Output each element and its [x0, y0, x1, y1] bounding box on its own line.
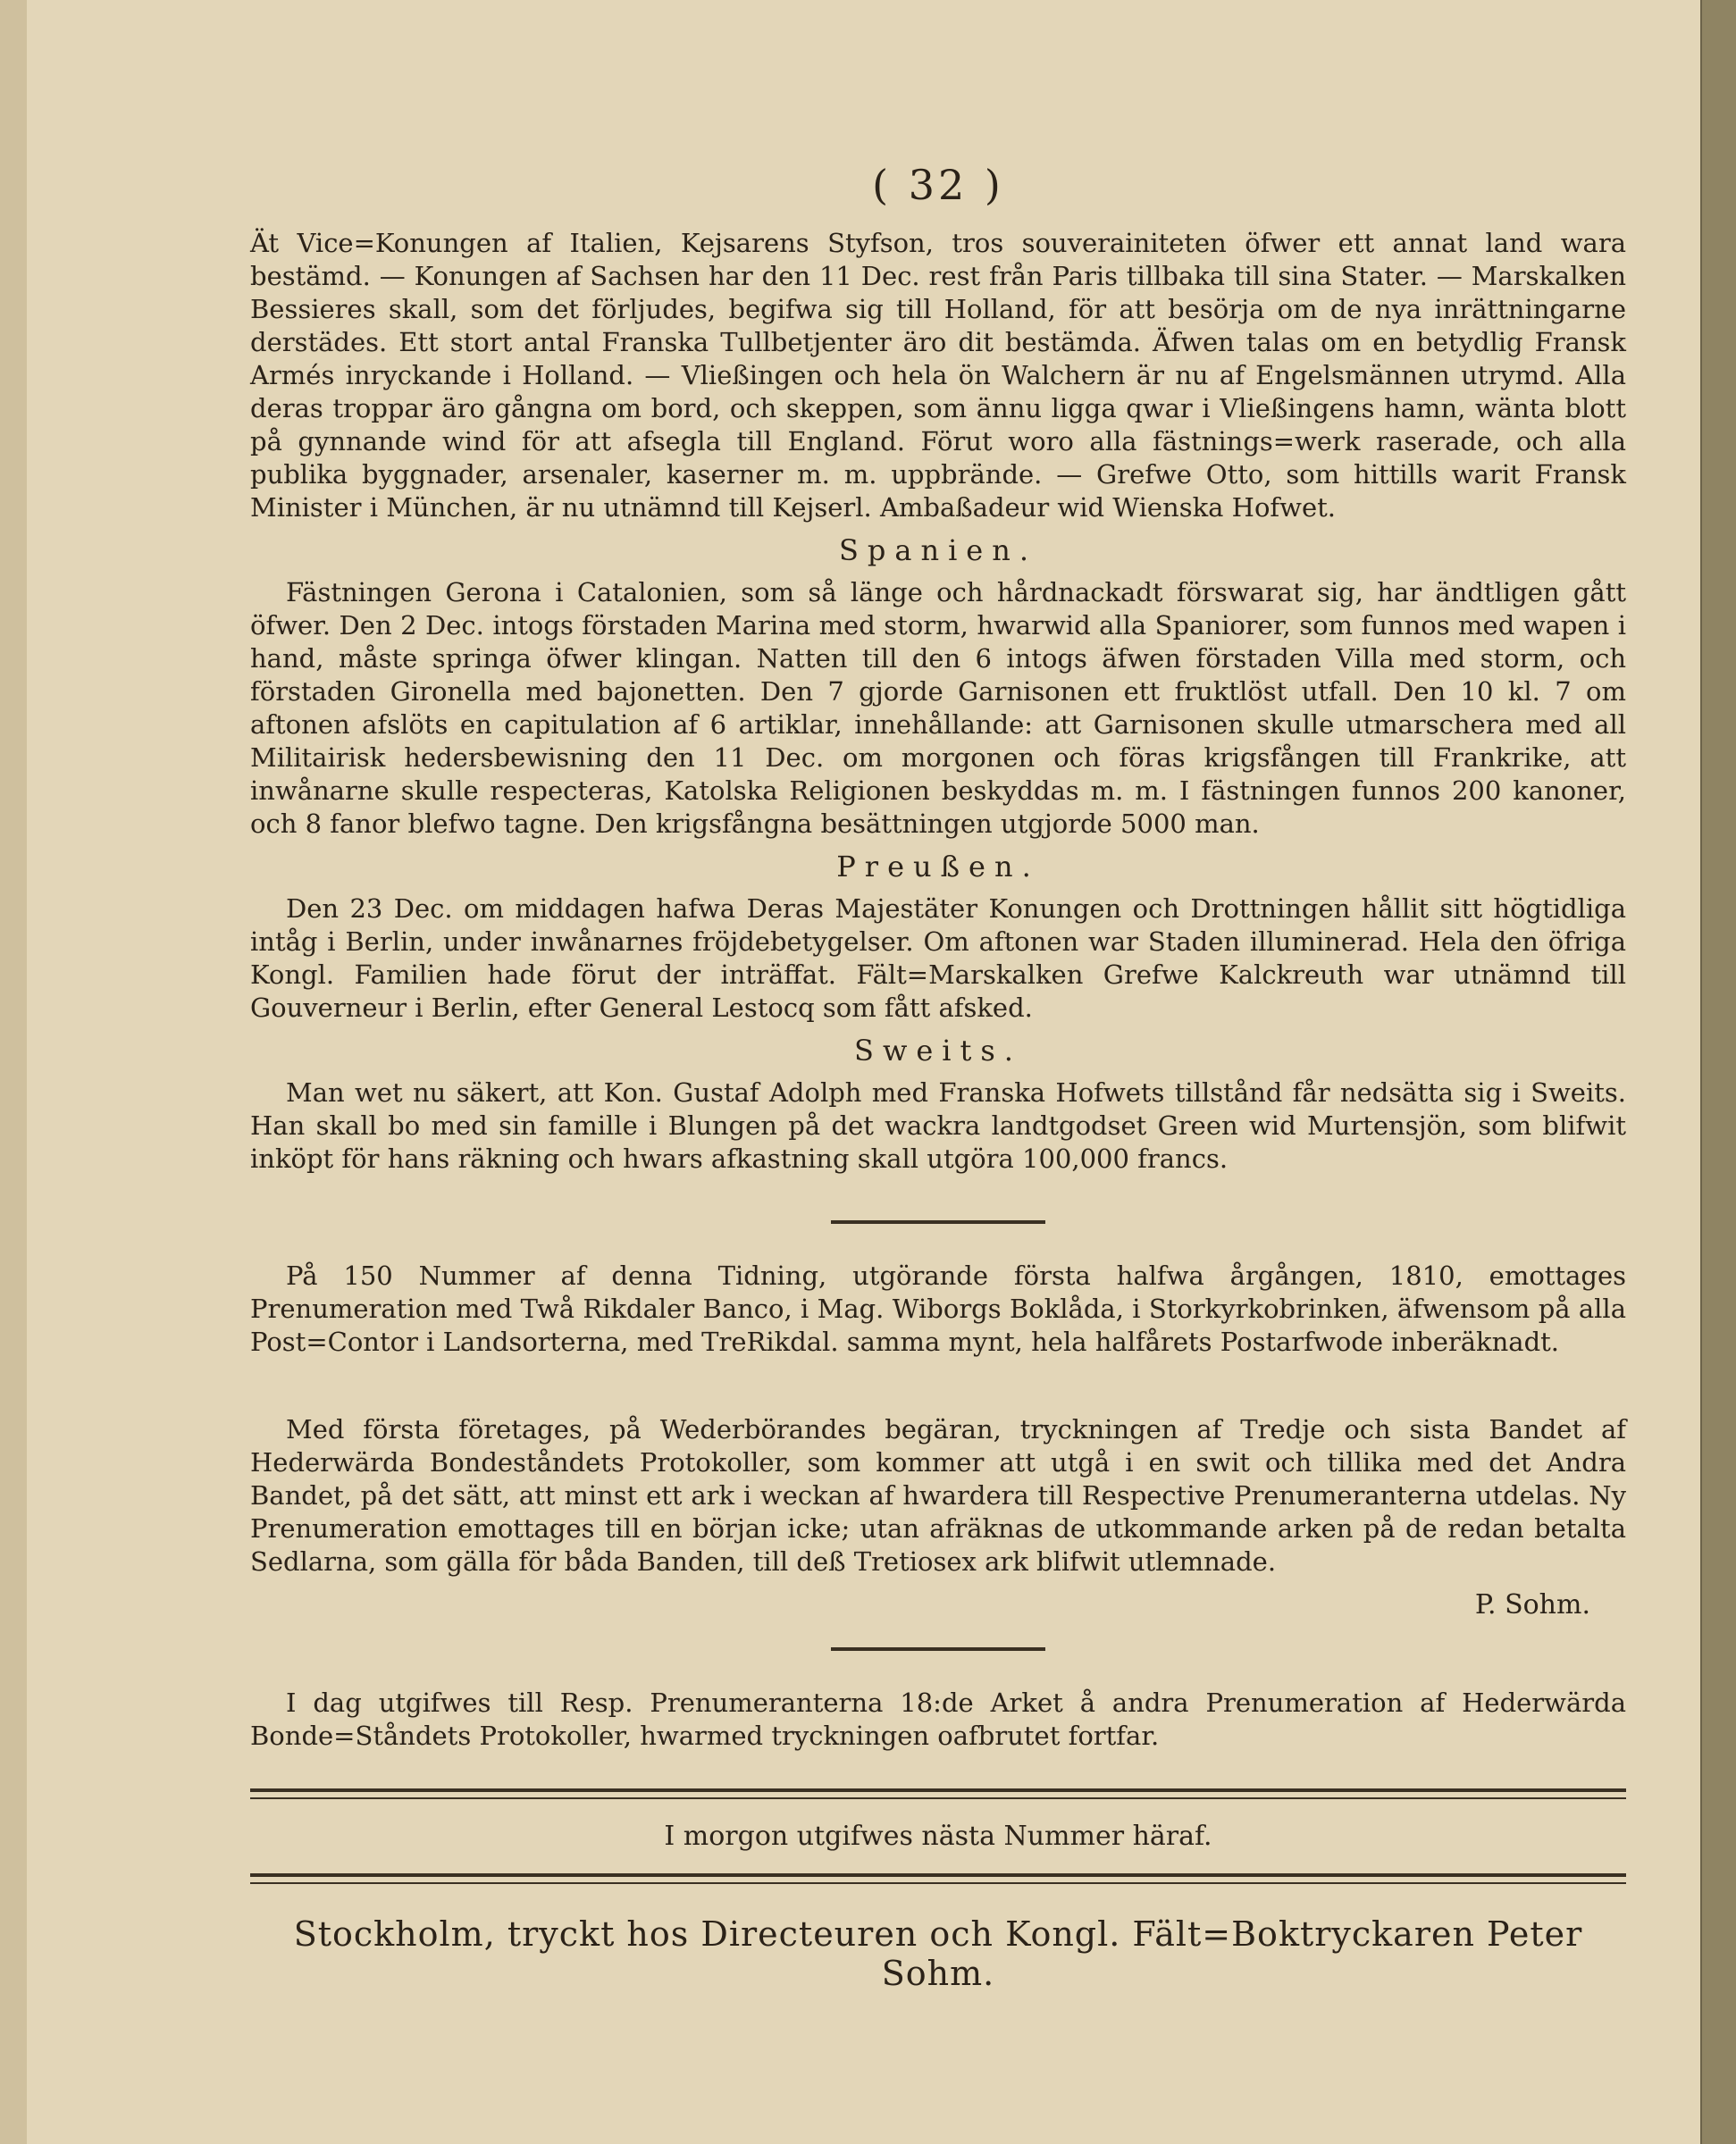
section-text-sweits: Man wet nu säkert, att Kon. Gustaf Adolph med Franska Hofwets tillstånd får nedsätta sig i Sweits. Han skall bo med sin famille i Blungen på det wackra landtgodset Green wid Murtensjön, som blifwit inköpt för hans räkning och hwars afkastning skall utgöra 100,000 francs.: [250, 1077, 1626, 1174]
section-text-spanien: Fästningen Gerona i Catalonien, som så länge och hårdnackadt förswarat sig, har ändtligen gått öfwer. Den 2 Dec. intogs förstaden Marina med storm, hwarwid alla Spaniorer, som funnos med wapen i hand, måste springa öfwer klingan. Natten till den 6 intogs äfwen förstaden Villa med storm, och förstaden Gironella med bajonetten. Den 7 gjorde Garnisonen ett fruktlöst utfall. Den 10 kl. 7 om aftonen afslöts en capitulation af 6 artiklar, innehållande: att Garnisonen skulle utmarschera med all Militairisk hedersbewisning den 11 Dec. om morgonen och föras krigsfången till Frankrike, att inwånarne skulle respecteras, Katolska Religionen beskyddas m. m. I fästningen funnos 200 kanoner, och 8 fanor blefwo tagne. Den krigsfångna besättningen utgjorde 5000 man.: [250, 577, 1626, 839]
printer-imprint: Stockholm, tryckt hos Directeuren och Kongl. Fält=Boktryckaren Peter Sohm.: [293, 1914, 1583, 1993]
divider-full-thin: [250, 1882, 1626, 1884]
intro-paragraph: Ät Vice=Konungen af Italien, Kejsarens Styfson, tros souverainiteten öfwer ett annat land wara bestämd. — Konungen af Sachsen har den 11 Dec. rest från Paris tillbaka till sina Stater. — Marskalken Bessieres skall, som det förljudes, begifwa sig till Holland, för att besörja om de nya inrättningarne derstädes. Ett stort antal Franska Tullbetjenter äro dit bestämda. Äfwen talas om en betydlig Fransk Armés inryckande i Holland. — Vließingen och hela ön Walchern är nu af Engelsmännen utrymd. Alla deras troppar äro gångna om bord, och skeppen, som ännu ligga qwar i Vließingens hamn, wänta blott på gynnande wind för att afsegla till England. Förut woro alla fästnings=werk raserade, och alla publika byggnader, arsenaler, kaserner m. m. uppbrände. — Grefwe Otto, som hittills warit Fransk Minister i München, är nu utnämnd till Kejserl. Ambaßadeur wid Wienska Hofwet.: [250, 228, 1626, 523]
printing-notice: Med första företages, på Wederbörandes begäran, tryckningen af Tredje och sista Bandet af Hederwärda Bondeståndets Protokoller, som kommer att utgå i en swit och tillika med det Andra Bandet, på det sätt, att minst ett ark i weckan af hwardera till Respective Prenumeranterna utdelas. Ny Prenumeration emottages till en början icke; utan afräknas de utkommande arken på de redan betalta Sedlarna, som gälla för båda Banden, till deß Tretiosex ark blifwit utlemnade.: [250, 1414, 1626, 1577]
divider-full: [250, 1873, 1626, 1877]
section-text-preussen: Den 23 Dec. om middagen hafwa Deras Majestäter Konungen och Drottningen hållit sitt högtidliga intåg i Berlin, under inwånarnes fröjdebetygelser. Om aftonen war Staden illuminerad. Hela den öfriga Kongl. Familien hade förut der inträffat. Fält=Marskalken Grefwe Kalckreuth war utnämnd till Gouverneur i Berlin, efter General Lestocq som fått afsked.: [250, 893, 1626, 1023]
section-heading-sweits: Sweits.: [854, 1034, 1022, 1068]
section-heading-preussen: Preußen.: [836, 850, 1040, 884]
book-binding-edge: [1700, 0, 1736, 2144]
divider-full: [250, 1788, 1626, 1792]
divider: [831, 1220, 1045, 1224]
newspaper-page: [27, 0, 1702, 2144]
subscription-notice: På 150 Nummer af denna Tidning, utgörande första halfwa årgången, 1810, emottages Prenumeration med Twå Rikdaler Banco, i Mag. Wiborgs Boklåda, i Storkyrkobrinken, äfwensom på alla Post=Contor i Landsorterna, med TreRikdal. samma mynt, hela halfårets Postarfwode inberäknadt.: [250, 1260, 1626, 1357]
signature: P. Sohm.: [1474, 1589, 1590, 1621]
page-content: [250, 161, 1626, 1993]
tomorrow-notice: I morgon utgifwes nästa Nummer häraf.: [664, 1821, 1212, 1852]
today-notice: I dag utgifwes till Resp. Prenumeranterna 18:de Arket å andra Prenumeration af Hederwärda Bonde=Ståndets Protokoller, hwarmed tryckningen oafbrutet fortfar.: [250, 1688, 1626, 1751]
page-fold-margin: [0, 0, 28, 2144]
divider: [831, 1647, 1045, 1651]
section-heading-spanien: Spanien.: [838, 533, 1038, 567]
divider-full-thin: [250, 1797, 1626, 1799]
page-number: ( 32 ): [872, 161, 1004, 209]
